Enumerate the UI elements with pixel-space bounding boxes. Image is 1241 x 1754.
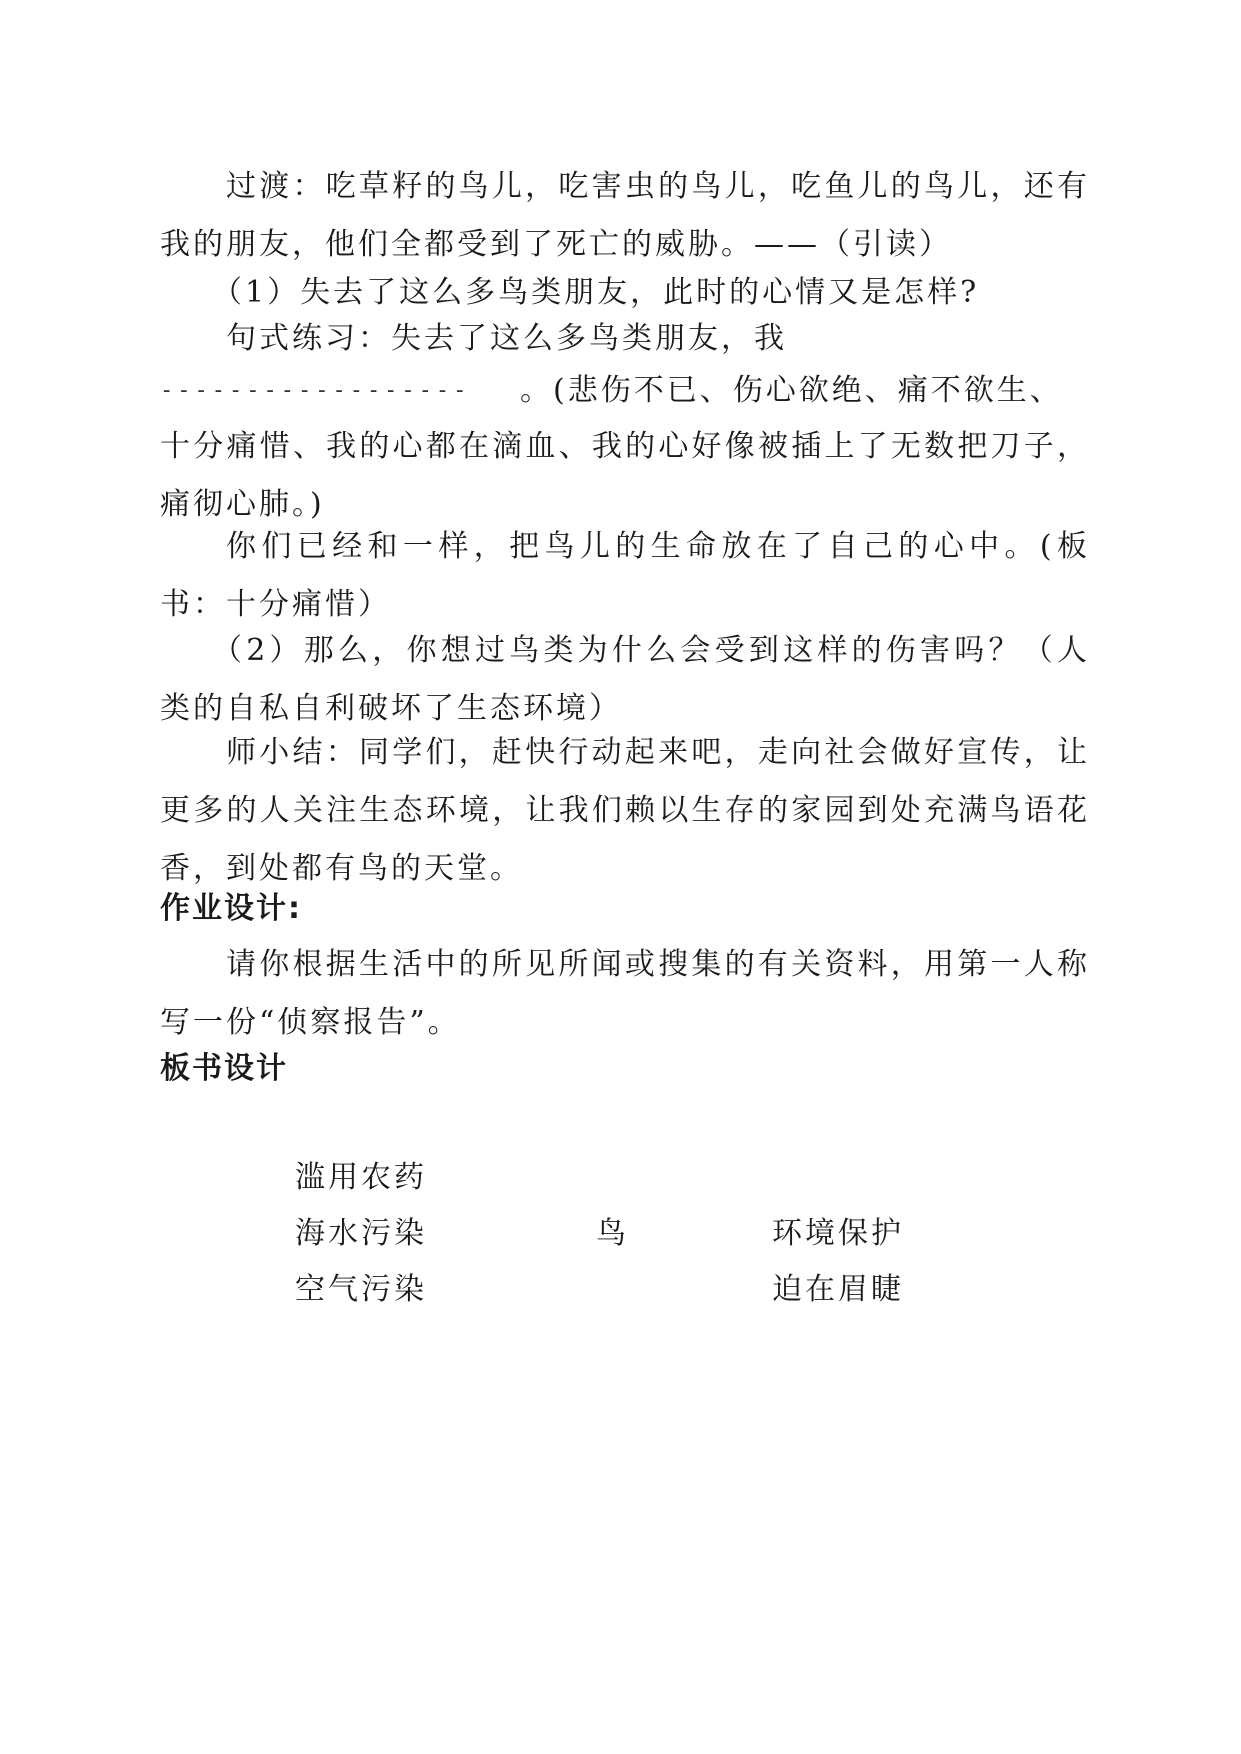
board-item-air-pollution: 空气污染 (295, 1272, 427, 1307)
answers-continuation: 十分痛惜、我的心都在滴血、我的心好像被插上了无数把刀子，痛彻心肺。) (160, 429, 1090, 522)
paragraph-life-in-heart: 你们已经和一样，把鸟儿的生命放在了自己的心中。(板书：十分痛惜） (160, 529, 1090, 622)
paragraph-question-2: （2）那么，你想过鸟类为什么会受到这样的伤害吗？（人类的自私自利破坏了生态环境） (160, 633, 1090, 726)
board-item-urgent: 迫在眉睫 (772, 1272, 904, 1307)
homework-text: 请你根据生活中的所见所闻或搜集的有关资料，用第一人称写一份“侦察报告”。 (160, 947, 1090, 1040)
paragraph-question-1: （1）失去了这么多鸟类朋友，此时的心情又是怎样? (212, 275, 980, 310)
board-design-heading: 板书设计 (160, 1051, 288, 1086)
paragraph-teacher-summary: 师小结：同学们，赶快行动起来吧，走向社会做好宣传，让更多的人关注生态环境，让我们赖以生存的家园到处充满鸟语花香，到处都有鸟的天堂。 (160, 735, 1090, 886)
paragraph-transition: 过渡：吃草籽的鸟儿，吃害虫的鸟儿，吃鱼儿的鸟儿，还有我的朋友，他们全都受到了死亡的威胁。——（引读） (160, 169, 1090, 262)
board-item-pesticide: 滥用农药 (295, 1160, 427, 1195)
board-item-sea-pollution: 海水污染 (295, 1216, 427, 1251)
paragraph-sentence-practice: 句式练习：失去了这么多鸟类朋友，我 (226, 321, 787, 356)
fill-in-blank-line: ------------------ (160, 378, 471, 403)
board-item-environment-protection: 环境保护 (772, 1216, 904, 1251)
homework-heading: 作业设计: (160, 891, 302, 926)
answers-line-1: 。(悲伤不已、伤心欲绝、痛不欲生、 (520, 373, 1063, 408)
board-center-bird: 鸟 (596, 1216, 629, 1251)
